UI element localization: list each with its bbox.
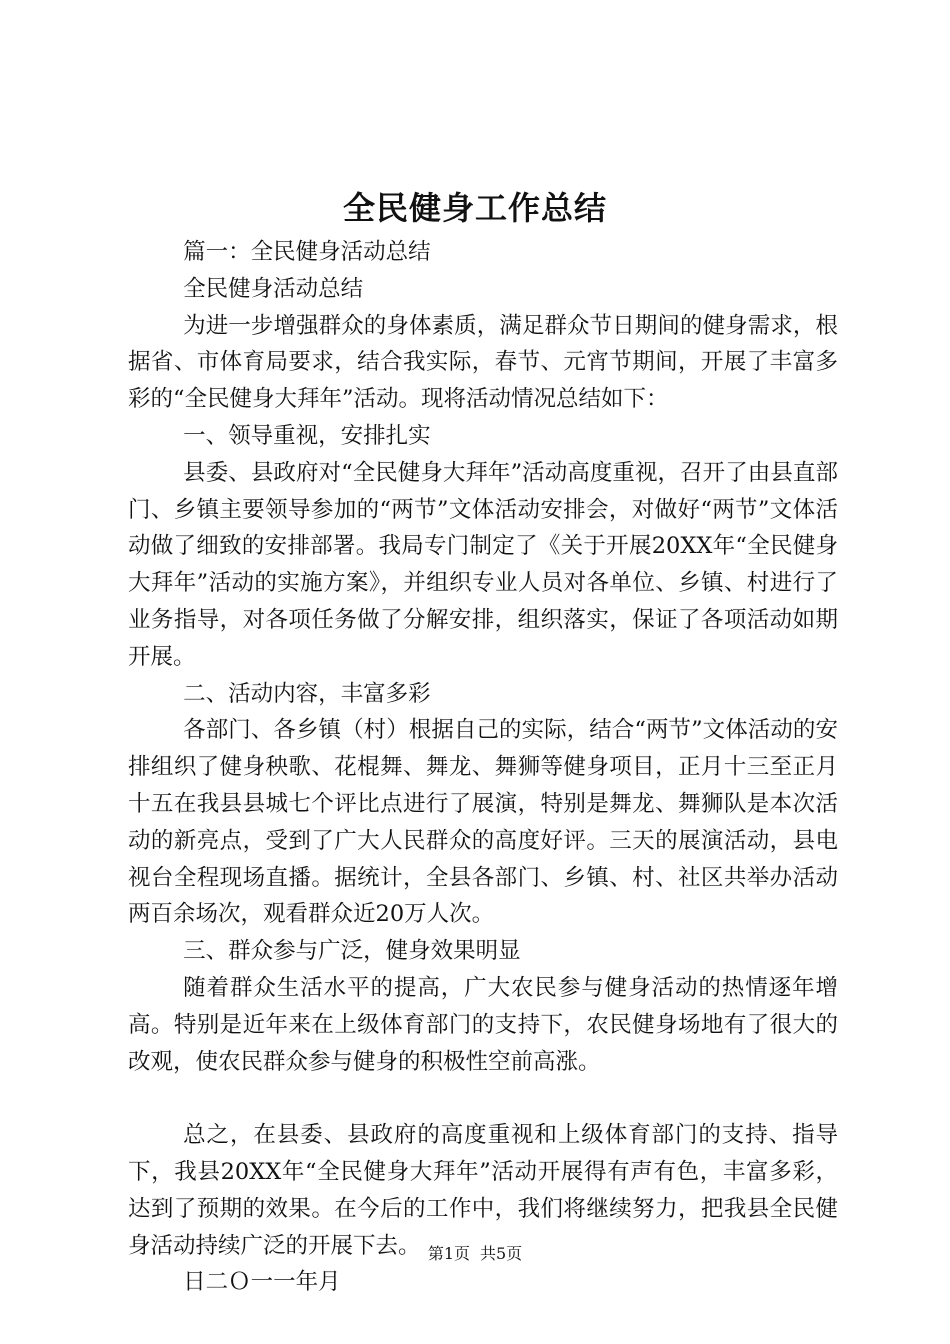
subheading: 全民健身活动总结 (183, 275, 364, 302)
paragraph-content: 各部门、各乡镇（村）根据自己的实际，结合“两节”文体活动的安排组织了健身秧歌、花棍舞、舞龙、舞狮等健身项目，正月十三至正月十五在我县县城七个评比点进行了展演，特别是舞龙、舞狮队是本次活动的新亮点，受到了广大人民群众的高度好评。三天的展演活动，县电视台全程现场直播。据统计，全县各部门、乡镇、村、社区共举办活动两百余场次，观看群众近20万人次。 (128, 717, 838, 928)
document-title: 全民健身工作总结 (342, 189, 607, 227)
heading-leadership: 一、领导重视，安排扎实 (183, 422, 431, 449)
intro-paragraph: 为进一步增强群众的身体素质，满足群众节日期间的健身需求，根据省、市体育局要求，结合我实际，春节、元宵节期间，开展了丰富多彩的“全民健身大拜年”活动。现将活动情况总结如下： (128, 312, 838, 413)
page-footer (0, 1243, 950, 1265)
section-heading: 篇一：全民健身活动总结 (183, 239, 431, 265)
paragraph-conclusion: 总之，在县委、县政府的高度重视和上级体育部门的支持、指导下，我县20XX年“全民健身大拜年”活动开展得有声有色，丰富多彩，达到了预期的效果。在今后的工作中，我们将继续努力，把我县全民健身活动持续广泛的开展下去。 (128, 1122, 838, 1259)
heading-participation: 三、群众参与广泛，健身效果明显 (183, 938, 521, 965)
page-number: 第1页 (427, 1244, 470, 1263)
page-total: 共5页 (480, 1244, 523, 1263)
paragraph-participation: 随着群众生活水平的提高，广大农民参与健身活动的热情逐年增高。特别是近年来在上级体育部门的支持下，农民健身场地有了很大的改观，使农民群众参与健身的积极性空前高涨。 (128, 974, 838, 1075)
date-line: 日二Ｏ一一年月 (183, 1269, 341, 1296)
document-body (128, 234, 838, 1301)
heading-content: 二、活动内容，丰富多彩 (183, 680, 431, 707)
paragraph-leadership: 县委、县政府对“全民健身大拜年”活动高度重视，召开了由县直部门、乡镇主要领导参加的“两节”文体活动安排会，对做好“两节”文体活动做了细致的安排部署。我局专门制定了《关于开展20XX年“全民健身大拜年”活动的实施方案》，并组织专业人员对各单位、乡镇、村进行了业务指导，对各项任务做了分解安排，组织落实，保证了各项活动如期开展。 (128, 459, 838, 670)
